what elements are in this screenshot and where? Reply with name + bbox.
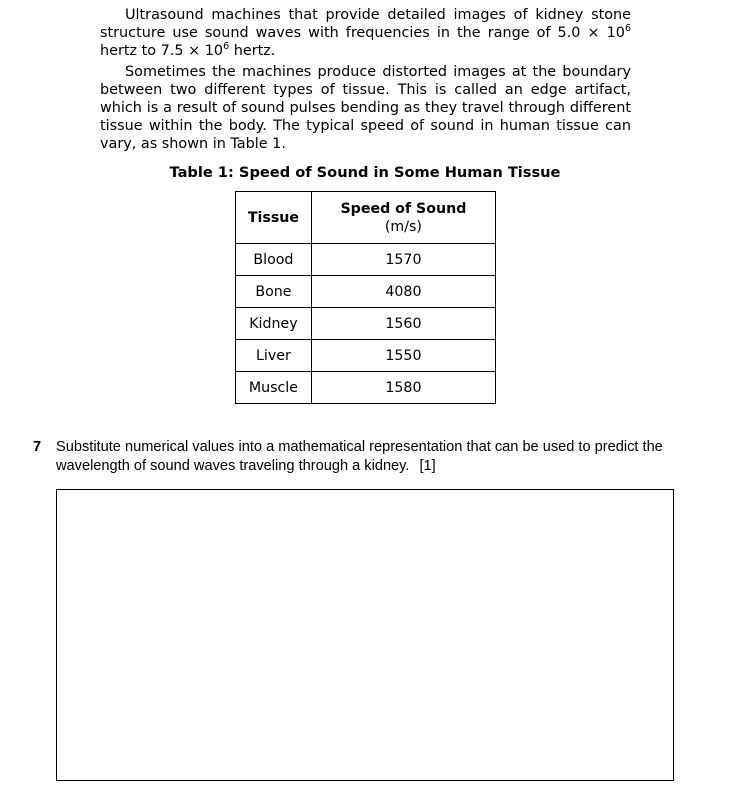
question-points: [1]: [419, 457, 436, 474]
question-7: [33, 438, 693, 475]
passage-paragraph-2: Sometimes the machines produce distorted images at the boundary between two different types of tissue. This is called an edge artifact, which is a result of sound pulses bending as they travel through different tissue within the body. The typical speed of sound in human tissue can vary, as shown in Table 1.: [100, 64, 631, 152]
passage-p1-text-middle: hertz to 7.5 × 10: [100, 43, 224, 59]
header-speed-unit: (m/s): [384, 218, 422, 235]
table-title: Table 1: Speed of Sound in Some Human Tissue: [169, 164, 561, 181]
header-speed: [311, 192, 495, 244]
table-row: [236, 244, 496, 276]
cell-tissue: Liver: [236, 340, 312, 372]
passage-p1-text-before: Ultrasound machines that provide detailed images of kidney stone structure use sound waves with frequencies in the range of 5.0 × 10: [100, 7, 631, 41]
question-number: 7: [33, 439, 42, 455]
table-row: [236, 340, 496, 372]
cell-tissue: Blood: [236, 244, 312, 276]
cell-speed: 1570: [311, 244, 495, 276]
table-row: [236, 308, 496, 340]
table-header-row: [236, 192, 496, 244]
exponent-2: 6: [223, 41, 230, 52]
cell-tissue: Bone: [236, 276, 312, 308]
question-text: Substitute numerical values into a mathematical representation that can be used to predict the wavelength of sound waves traveling through a kidney.: [56, 439, 663, 474]
answer-box[interactable]: [56, 489, 674, 781]
header-speed-label: Speed of Sound: [340, 200, 467, 217]
speed-of-sound-table: [235, 191, 496, 404]
cell-speed: 1560: [311, 308, 495, 340]
cell-tissue: Kidney: [236, 308, 312, 340]
table-row: [236, 372, 496, 404]
cell-speed: 1550: [311, 340, 495, 372]
exponent-1: 6: [624, 23, 631, 34]
cell-tissue: Muscle: [236, 372, 312, 404]
passage-p1-text-after: hertz.: [229, 43, 276, 59]
cell-speed: 1580: [311, 372, 495, 404]
question-text-block: [56, 438, 693, 475]
passage: [100, 6, 631, 153]
header-tissue: Tissue: [236, 192, 312, 244]
cell-speed: 4080: [311, 276, 495, 308]
passage-paragraph-1: [100, 6, 631, 60]
table-row: [236, 276, 496, 308]
